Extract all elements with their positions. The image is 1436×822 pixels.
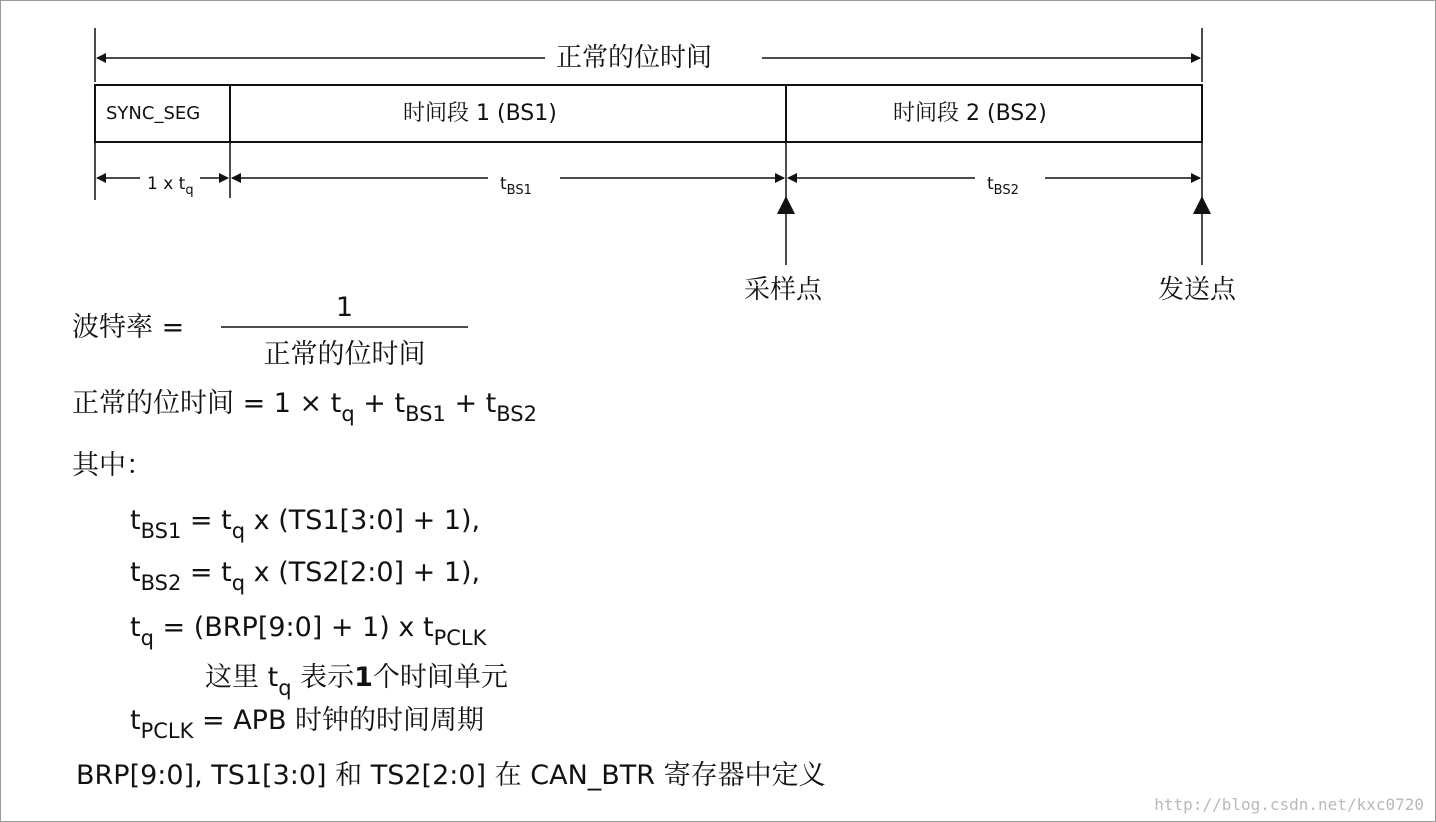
tbs2-formula: $t_{BS2} = t_q$ x (TS2[2:0] + 1), bbox=[130, 557, 481, 595]
transmit-point-label: 发送点 bbox=[1158, 275, 1237, 305]
tq-dimension-label: 1 x $t_q$ bbox=[147, 174, 194, 198]
baud-numerator: 1 bbox=[335, 292, 354, 323]
tpclk-formula: $t_{PCLK}$ = APB 时钟的时间周期 bbox=[130, 705, 485, 743]
bs1-label: 时间段 1 (BS1) bbox=[403, 101, 557, 126]
sample-point-label: 采样点 bbox=[744, 275, 823, 305]
transmit-point-arrowhead bbox=[1193, 196, 1211, 214]
baud-rate-label: 波特率 = bbox=[72, 312, 185, 343]
sample-point-arrowhead bbox=[777, 196, 795, 214]
tbs2-dimension-label: $t_{BS2}$ bbox=[987, 174, 1019, 198]
register-definition: BRP[9:0], TS1[3:0] 和 TS2[2:0] 在 CAN_BTR 寄存器中定义 bbox=[76, 760, 826, 791]
tbs1-dimension-label: $t_{BS1}$ bbox=[500, 174, 532, 198]
baud-denominator: 正常的位时间 bbox=[263, 339, 426, 370]
watermark: http://blog.csdn.net/kxc0720 bbox=[1154, 795, 1424, 814]
tq-note: 这里 $t_q$ 表示1个时间单元 bbox=[205, 662, 508, 700]
bs2-label: 时间段 2 (BS2) bbox=[893, 101, 1047, 126]
tq-formula: $t_q$ = (BRP[9:0] + 1) x $t_{PCLK}$ bbox=[130, 612, 487, 650]
sync-seg-label: SYNC_SEG bbox=[106, 103, 201, 124]
where-label: 其中： bbox=[72, 450, 153, 481]
tbs1-formula: $t_{BS1} = t_q$ x (TS1[3:0] + 1), bbox=[130, 505, 481, 543]
bit-time-label: 正常的位时间 bbox=[556, 43, 713, 73]
bit-time-formula: 正常的位时间 = $1 \times t_q + t_{BS1} + t_{BS2}$ bbox=[72, 388, 537, 426]
